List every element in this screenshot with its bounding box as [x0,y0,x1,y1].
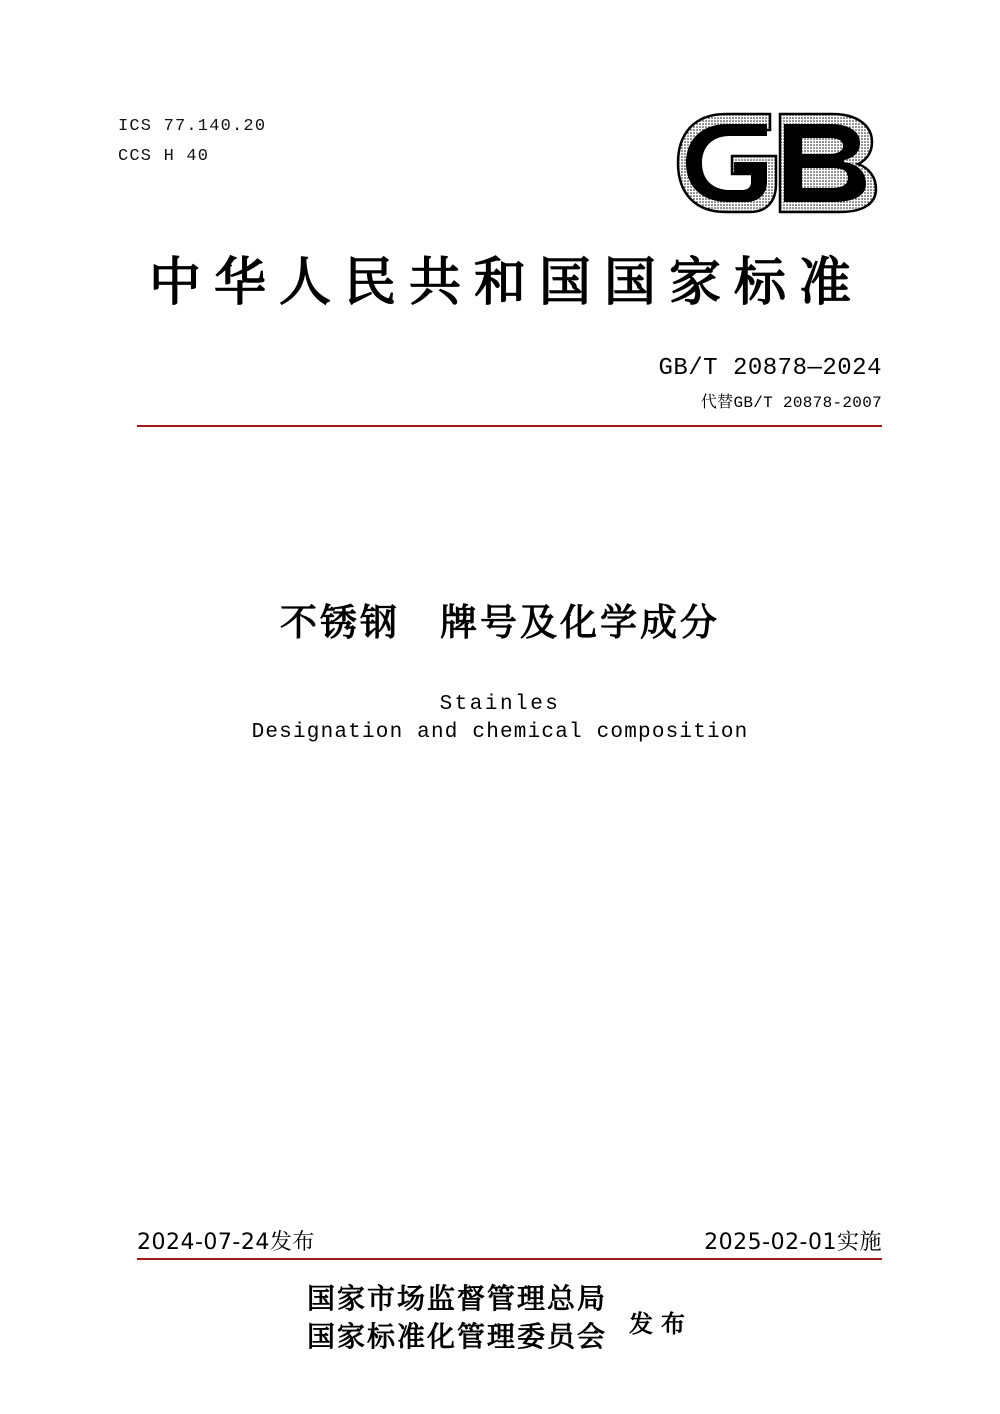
document-title-en-line1: Stainles [439,693,561,716]
publisher-line2: 国家标准化管理委员会 [306,1320,607,1353]
publisher-line1: 国家市场监督管理总局 [306,1282,607,1315]
national-standard-heading: 中华人民共和国国家标准 [148,252,864,313]
ccs-code: CCS H 40 [118,147,210,166]
divider-top [137,425,882,427]
document-title-en-line2: Designation and chemical composition [251,721,749,744]
effective-date: 2025-02-01实施 [704,1230,882,1255]
publisher-block [0,1280,1000,1356]
publisher-action: 发布 [629,1308,693,1338]
issue-date: 2024-07-24发布 [137,1230,315,1255]
document-title-cn: 不锈钢 牌号及化学成分 [280,601,720,644]
gb-logo-icon [672,108,882,218]
ics-code: ICS 77.140.20 [118,117,267,136]
classification-codes [118,112,266,172]
standard-number: GB/T 20878—2024 [658,355,882,382]
publisher-names [307,1280,607,1356]
standard-replaces: 代替GB/T 20878-2007 [700,394,882,412]
divider-bottom [137,1258,882,1260]
